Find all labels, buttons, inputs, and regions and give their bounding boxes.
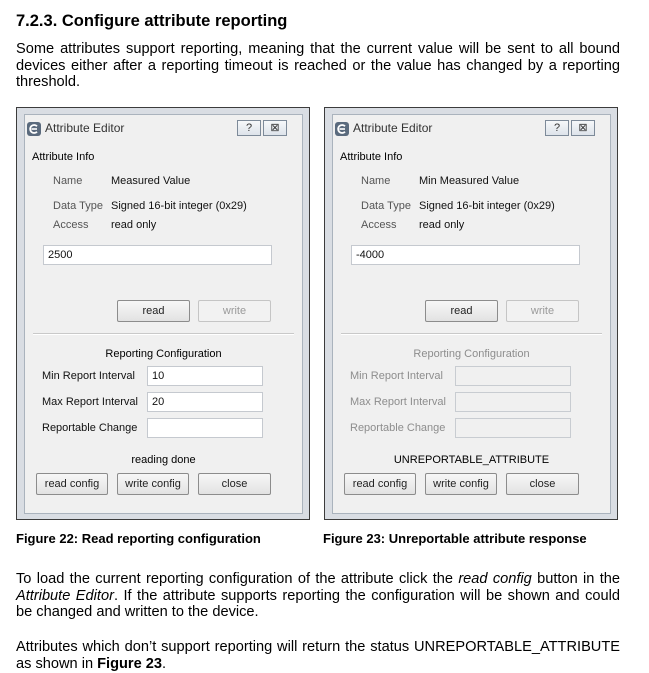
window-title: Attribute Editor [45,121,125,135]
body-paragraph-1: To load the current reporting configuration of the attribute click the read config button in the Attribute Editor. If the attribute supports reporting the configuration will be shown and could be changed and written to the device. [16,571,620,620]
title-bar[interactable] [333,115,610,141]
read-button[interactable]: read [117,300,190,322]
write-config-button[interactable]: write config [425,473,497,495]
min-interval-input[interactable] [455,366,571,386]
reportable-change-label: Reportable Change [42,422,138,434]
datatype-label: Data Type [53,200,103,212]
divider [33,333,294,335]
reportable-change-label: Reportable Change [350,422,446,434]
reportable-change-input[interactable] [455,418,571,438]
write-button[interactable]: write [198,300,271,322]
help-button[interactable]: ? [545,120,569,136]
close-button[interactable]: close [198,473,271,495]
app-icon [335,122,349,136]
group-label: Attribute Info [32,151,95,163]
window-client-area [24,114,303,514]
reporting-config-title: Reporting Configuration [413,348,530,360]
name-value: Min Measured Value [419,175,520,187]
attribute-editor-window-fig23 [324,107,618,520]
min-interval-input[interactable]: 10 [147,366,263,386]
help-button[interactable]: ? [237,120,261,136]
app-icon [27,122,41,136]
window-title: Attribute Editor [353,121,433,135]
status-text: UNREPORTABLE_ATTRIBUTE [393,454,550,466]
intro-paragraph: Some attributes support reporting, meaning that the current value will be sent to all bound devices either after a reporting timeout is reached or the value has changed by a reporting threshold. [16,41,620,90]
read-button[interactable]: read [425,300,498,322]
name-label: Name [361,175,391,187]
read-config-button[interactable]: read config [344,473,416,495]
reportable-change-input[interactable] [147,418,263,438]
title-bar[interactable] [25,115,302,141]
access-label: Access [361,219,397,231]
access-value: read only [419,219,465,231]
max-interval-input[interactable] [455,392,571,412]
datatype-value: Signed 16-bit integer (0x29) [419,200,555,212]
datatype-label: Data Type [361,200,411,212]
window-client-area [332,114,611,514]
write-button[interactable]: write [506,300,579,322]
window-close-button[interactable]: ⊠ [571,120,595,136]
max-interval-label: Max Report Interval [350,396,446,408]
value-input[interactable]: -4000 [351,245,580,265]
window-close-button[interactable]: ⊠ [263,120,287,136]
attribute-editor-window-fig22 [16,107,310,520]
datatype-value: Signed 16-bit integer (0x29) [111,200,247,212]
access-value: read only [111,219,157,231]
read-config-button[interactable]: read config [36,473,108,495]
name-value: Measured Value [111,175,191,187]
group-label: Attribute Info [340,151,403,163]
max-interval-input[interactable]: 20 [147,392,263,412]
access-label: Access [53,219,89,231]
divider [341,333,602,335]
max-interval-label: Max Report Interval [42,396,138,408]
min-interval-label: Min Report Interval [42,370,135,382]
body-paragraph-2: Attributes which don’t support reporting will return the status UNREPORTABLE_ATTRIBUTE as shown in Figure 23. [16,639,620,672]
reporting-config-title: Reporting Configuration [105,348,222,360]
status-text: reading done [131,454,196,466]
min-interval-label: Min Report Interval [350,370,443,382]
figure-22-caption: Figure 22: Read reporting configuration [16,531,261,546]
name-label: Name [53,175,83,187]
write-config-button[interactable]: write config [117,473,189,495]
section-heading: 7.2.3. Configure attribute reporting [16,12,288,30]
value-input[interactable]: 2500 [43,245,272,265]
figure-23-caption: Figure 23: Unreportable attribute response [323,531,587,546]
close-button[interactable]: close [506,473,579,495]
